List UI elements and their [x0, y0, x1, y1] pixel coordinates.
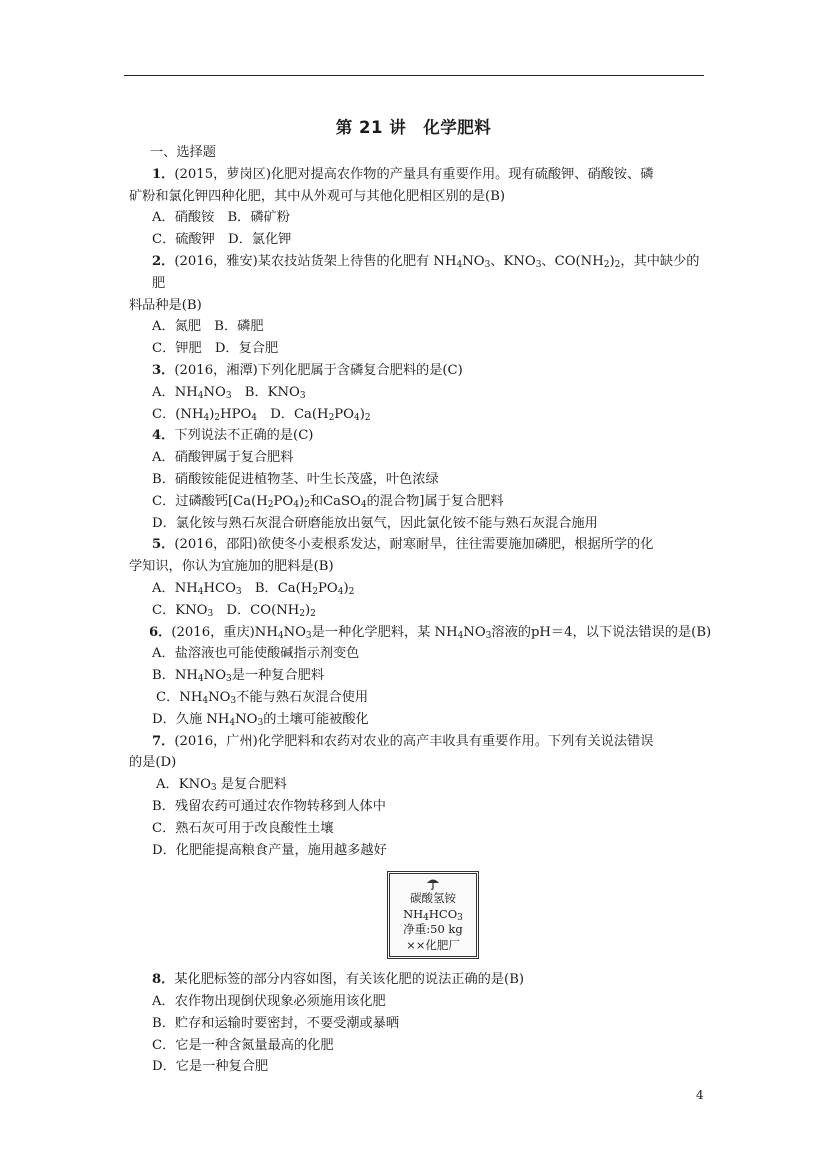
- page-title: 第 21 讲 化学肥料: [335, 118, 492, 137]
- question-1-options-c: C．硫酸钾 D．氯化钾: [152, 232, 292, 248]
- question-7-option-c: C．熟石灰可用于改良酸性土壤: [152, 820, 334, 836]
- label-maker: ××化肥厂: [406, 937, 460, 952]
- question-6-option-b: B．$NH_4NO_3$是一种复合肥料: [152, 668, 325, 685]
- question-8: 8．某化肥标签的部分内容如图，有关该化肥的说法正确的是(B): [152, 972, 525, 988]
- question-2: 2．(2016，雅安)某农技站货架上待售的化肥有 $NH_4NO_3$、$KNO_3$、$CO(NH_2)_2$，其中缺少的肥: [152, 253, 700, 291]
- question-8-option-c: C．它是一种含氮量最高的化肥: [152, 1037, 334, 1053]
- question-1-options-a: A．硝酸铵 B．磷矿粉: [152, 210, 290, 226]
- question-5: 5．(2016，邵阳)欲使冬小麦根系发达，耐寒耐旱，往往需要施加磷肥，根据所学的化: [152, 537, 654, 553]
- question-1: 1．(2015，萝岗区)化肥对提高农作物的产量具有重要作用。现有硫酸钾、硝酸铵、磷: [152, 166, 654, 182]
- question-5-options-c: C．$KNO_3$ D．$CO(NH_2)_2$: [152, 602, 316, 619]
- question-4-option-c: C．过磷酸钙[$Ca(H_2PO_4)_2$和CaSO$_4$的混合物]属于复合肥料: [152, 493, 504, 510]
- question-4: 4．下列说法不正确的是(C): [152, 428, 314, 444]
- document-body: [129, 142, 712, 1078]
- umbrella-icon: [394, 877, 472, 891]
- question-8-option-d: D．它是一种复合肥: [152, 1059, 269, 1075]
- question-4-option-d: D．氯化铵与熟石灰混合研磨能放出氨气，因此氯化铵不能与熟石灰混合施用: [152, 515, 598, 531]
- question-1-cont: 矿粉和氯化钾四种化肥，其中从外观可与其他化肥相区别的是(B): [129, 188, 506, 204]
- question-6-option-d: D．久施 $NH_4NO_3$的土壤可能被酸化: [152, 711, 369, 728]
- question-7-cont: 的是(D): [129, 755, 177, 771]
- question-7: 7．(2016，广州)化学肥料和农药对农业的高产丰收具有重要作用。下列有关说法错误: [152, 733, 654, 749]
- question-2-options-c: C．钾肥 D．复合肥: [152, 341, 279, 357]
- question-4-option-b: B．硝酸铵能促进植物茎、叶生长茂盛，叶色浓绿: [152, 471, 439, 487]
- label-name: 碳酸氢铵: [410, 891, 456, 906]
- label-formula: $NH_4HCO_3$: [403, 906, 463, 923]
- question-7-option-b: B．残留农药可通过农作物转移到人体中: [152, 798, 386, 814]
- question-5-options-a: A．$NH_4HCO_3$ B．$Ca(H_2PO_4)_2$: [152, 580, 355, 597]
- question-8-option-b: B．贮存和运输时要密封，不要受潮或暴晒: [152, 1015, 400, 1031]
- question-6: 6．(2016，重庆)$NH_4NO_3$是一种化学肥料，某 $NH_4NO_3$溶液的pH＝4，以下说法错误的是(B): [149, 624, 712, 641]
- question-3-options-c: C．$(NH_4)_2HPO_4$ D．$Ca(H_2PO_4)_2$: [152, 406, 371, 423]
- question-3-options-a: A．$NH_4NO_3$ B．$KNO_3$: [152, 384, 306, 401]
- question-6-option-c: C．$NH_4NO_3$不能与熟石灰混合使用: [156, 689, 369, 706]
- label-weight: 净重:50 kg: [403, 922, 463, 937]
- page-number: 4: [696, 1088, 704, 1102]
- section-heading: 一、选择题: [150, 145, 216, 160]
- question-8-option-a: A．农作物出现倒伏现象必须施用该化肥: [152, 994, 386, 1010]
- question-2-cont: 料品种是(B): [129, 297, 202, 313]
- question-7-option-a: A．$KNO_3$ 是复合肥料: [156, 777, 287, 794]
- question-5-cont: 学知识，你认为宜施加的肥料是(B): [129, 559, 334, 575]
- question-3: 3．(2016，湘潭)下列化肥属于含磷复合肥料的是(C): [152, 362, 463, 378]
- fertilizer-label: [387, 871, 479, 959]
- question-7-option-d: D．化肥能提高粮食产量，施用越多越好: [152, 842, 387, 858]
- header-rule: [124, 75, 704, 76]
- question-2-options-a: A．氮肥 B．磷肥: [152, 319, 264, 335]
- question-6-option-a: A．盐溶液也可能使酸碱指示剂变色: [152, 646, 360, 662]
- question-4-option-a: A．硝酸钾属于复合肥料: [152, 450, 294, 466]
